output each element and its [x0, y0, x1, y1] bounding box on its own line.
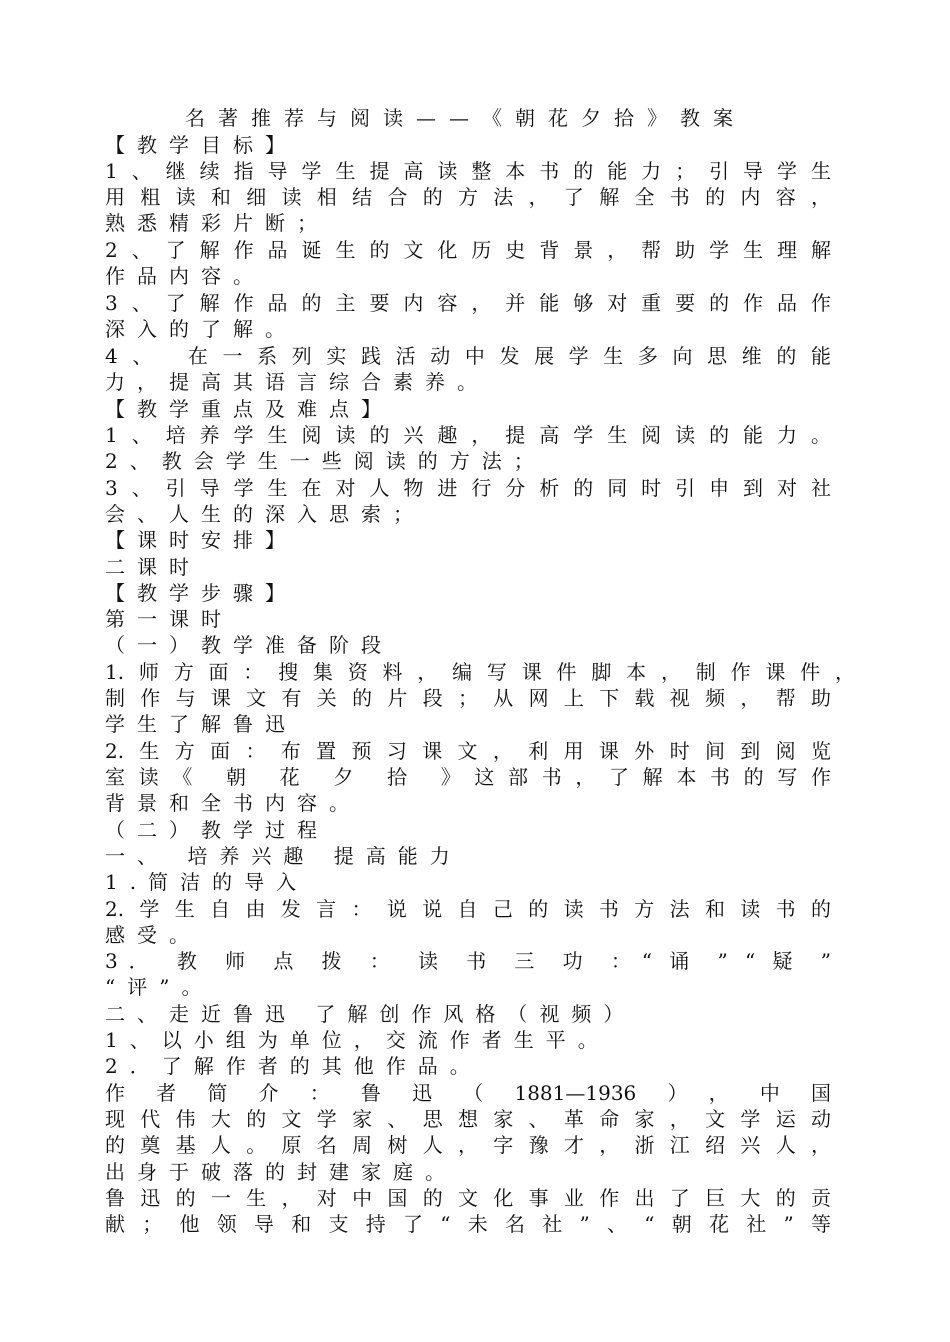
text-line: 2.生方面：布置预习课文，利用课外时间到阅览 [105, 739, 831, 763]
text-line: 4、 在一系列实践活动中发展学生多向思维的能 [105, 344, 831, 368]
heading-key-points: 【教学重点及难点】 [105, 397, 393, 421]
text-line: 3． 教 师 点 拨 ： 读 书 三 功 ：“ 诵 ” “ 疑 ” [105, 949, 831, 973]
text-line: 3、引导学生在对人物进行分析的同时引申到对社 [105, 476, 831, 500]
text-line: 用粗读和细读相结合的方法，了解全书的内容， [105, 185, 831, 209]
text-line: 作品内容。 [105, 264, 265, 288]
text-line: 深入的了解。 [105, 317, 297, 341]
text-line: 作者简介：鲁迅（1881—1936），中国 [105, 1081, 831, 1105]
heading-teaching-goals: 【教学目标】 [105, 133, 297, 157]
text-line: 鲁迅的一生，对中国的文化事业作出了巨大的贡 [105, 1186, 831, 1210]
text-line: 1.师方面：搜集资料，编写课件脚本，制作课件， [105, 660, 855, 684]
document-title: 名著推荐与阅读——《朝花夕拾》教案 [185, 106, 746, 130]
text-line: 1、以小组为单位，交流作者生平。 [105, 1028, 610, 1052]
text-line: 室读《 朝 花 夕 拾 》这部书，了解本书的写作 [105, 765, 831, 789]
text-line: 二课时 [105, 555, 201, 579]
heading-teaching-steps: 【教学步骤】 [105, 581, 297, 605]
text-line: 出身于破落的封建家庭。 [105, 1160, 457, 1184]
text-line: 第一课时 [105, 607, 233, 631]
text-line: 2、教会学生一些阅读的方法； [105, 449, 546, 473]
text-line: 现代伟大的文学家、思想家、革命家，文学运动 [105, 1107, 831, 1131]
text-line: 2．了解作者的其他作品。 [105, 1054, 482, 1078]
text-line: 制作与课文有关的片段；从网上下载视频，帮助 [105, 686, 831, 710]
text-line: 一、 培养兴趣 提高能力 [105, 844, 462, 868]
text-line: 的奠基人。原名周树人，字豫才，浙江绍兴人， [105, 1133, 831, 1157]
text-line: 1.简洁的导入 [105, 870, 309, 894]
text-line: 献；他领导和支持了“未名社”、“朝花社”等 [105, 1212, 831, 1236]
heading-class-hours: 【课时安排】 [105, 528, 297, 552]
text-line: 1、继续指导学生提高读整本书的能力；引导学生 [105, 159, 831, 183]
text-line: 二、走近鲁迅 了解创作风格（视频） [105, 1002, 636, 1026]
text-line: 会、人生的深入思索； [105, 502, 425, 526]
text-line: 背景和全书内容。 [105, 791, 361, 815]
text-line: 2.学生自由发言：说说自己的读书方法和读书的 [105, 897, 831, 921]
text-line: 感受。 [105, 923, 201, 947]
text-line: 力，提高其语言综合素养。 [105, 370, 489, 394]
text-line: （一）教学准备阶段 [105, 633, 393, 657]
text-line: 2、了解作品诞生的文化历史背景，帮助学生理解 [105, 238, 831, 262]
text-line: 熟悉精彩片断； [105, 211, 329, 235]
text-line: “评”。 [105, 975, 214, 999]
text-line: 3、了解作品的主要内容，并能够对重要的作品作 [105, 291, 831, 315]
text-line: （二）教学过程 [105, 818, 329, 842]
text-line: 1、培养学生阅读的兴趣，提高学生阅读的能力。 [105, 423, 831, 447]
text-line: 学生了解鲁迅 [105, 712, 297, 736]
